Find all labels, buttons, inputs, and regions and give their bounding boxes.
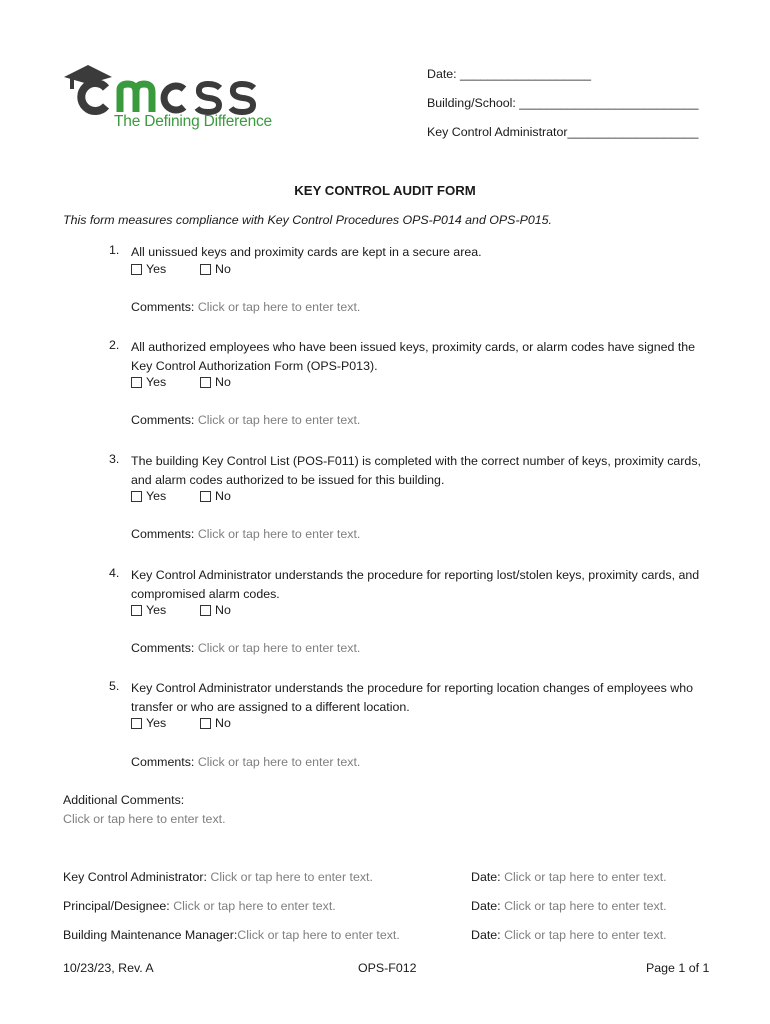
cmcss-logo [62, 62, 277, 134]
yes-checkbox[interactable] [131, 375, 166, 389]
checkbox-icon [131, 377, 142, 388]
date-administrator[interactable] [471, 870, 667, 884]
question-number: 2. [109, 338, 120, 352]
signature-administrator[interactable] [63, 870, 373, 884]
checkbox-icon [200, 491, 211, 502]
comments-field[interactable] [131, 527, 360, 541]
date-placeholder[interactable]: Click or tap here to enter text. [504, 899, 667, 913]
no-checkbox[interactable] [200, 262, 231, 276]
no-checkbox[interactable] [200, 603, 231, 617]
header-administrator-field[interactable]: Key Control Administrator___________________ [427, 125, 699, 139]
checkbox-icon [200, 718, 211, 729]
no-checkbox[interactable] [200, 375, 231, 389]
no-label: No [215, 603, 231, 617]
yes-checkbox[interactable] [131, 489, 166, 503]
question-text: All unissued keys and proximity cards are kept in a secure area. [131, 245, 482, 259]
comments-field[interactable] [131, 755, 360, 769]
no-checkbox[interactable] [200, 489, 231, 503]
question-text: The building Key Control List (POS-F011) is completed with the correct number of keys, proximity cards, and alarm codes authorized to be issued for this building. [131, 454, 701, 487]
additional-comments-placeholder[interactable]: Click or tap here to enter text. [63, 812, 226, 826]
checkbox-icon [131, 491, 142, 502]
checkbox-icon [200, 605, 211, 616]
yes-label: Yes [146, 262, 167, 276]
comments-label: Comments: [131, 300, 195, 314]
checkbox-icon [131, 605, 142, 616]
date-placeholder[interactable]: Click or tap here to enter text. [504, 870, 667, 884]
comments-placeholder[interactable]: Click or tap here to enter text. [197, 300, 361, 314]
cmcss-logo-mark [62, 62, 277, 116]
comments-placeholder[interactable]: Click or tap here to enter text. [197, 755, 361, 769]
question-number: 4. [109, 566, 120, 580]
comments-field[interactable] [131, 413, 360, 427]
signature-placeholder[interactable]: Click or tap here to enter text. [173, 899, 336, 913]
signature-label: Building Maintenance Manager: [63, 928, 238, 942]
logo-tagline: The Defining Difference [114, 113, 272, 130]
no-checkbox[interactable] [200, 716, 231, 730]
checkbox-icon [131, 264, 142, 275]
signature-maintenance-manager[interactable] [63, 928, 400, 942]
comments-label: Comments: [131, 641, 195, 655]
checkbox-icon [200, 264, 211, 275]
no-label: No [215, 716, 231, 730]
yes-checkbox[interactable] [131, 262, 166, 276]
form-title: KEY CONTROL AUDIT FORM [294, 183, 476, 198]
comments-label: Comments: [131, 413, 195, 427]
yes-label: Yes [146, 603, 167, 617]
comments-field[interactable] [131, 641, 360, 655]
footer-page-number: Page 1 of 1 [646, 961, 710, 975]
question-number: 1. [109, 243, 120, 257]
yes-checkbox[interactable] [131, 603, 166, 617]
comments-label: Comments: [131, 527, 195, 541]
header-building-field[interactable]: Building/School: __________________________ [427, 96, 699, 110]
date-label: Date: [471, 870, 501, 884]
comments-placeholder[interactable]: Click or tap here to enter text. [197, 413, 361, 427]
yes-label: Yes [146, 489, 167, 503]
yes-label: Yes [146, 375, 167, 389]
date-principal[interactable] [471, 899, 667, 913]
comments-placeholder[interactable]: Click or tap here to enter text. [197, 641, 361, 655]
form-intro: This form measures compliance with Key Control Procedures OPS-P014 and OPS-P015. [63, 213, 552, 227]
date-maintenance-manager[interactable] [471, 928, 667, 942]
no-label: No [215, 262, 231, 276]
comments-placeholder[interactable]: Click or tap here to enter text. [197, 527, 361, 541]
question-text: Key Control Administrator understands the procedure for reporting location changes of employees who transfer or who are assigned to a different location. [131, 681, 694, 714]
question-number: 5. [109, 679, 120, 693]
question-number: 3. [109, 452, 120, 466]
question-text: Key Control Administrator understands the procedure for reporting lost/stolen keys, proximity cards, and compromised alarm codes. [131, 568, 700, 601]
checkbox-icon [200, 377, 211, 388]
no-label: No [215, 375, 231, 389]
date-label: Date: [471, 899, 501, 913]
header-date-field[interactable]: Date: ___________________ [427, 67, 591, 81]
signature-placeholder[interactable]: Click or tap here to enter text. [210, 870, 373, 884]
footer-revision: 10/23/23, Rev. A [63, 961, 154, 975]
comments-field[interactable] [131, 300, 360, 314]
signature-label: Principal/Designee: [63, 899, 170, 913]
comments-label: Comments: [131, 755, 195, 769]
checkbox-icon [131, 718, 142, 729]
signature-placeholder[interactable]: Click or tap here to enter text. [237, 928, 400, 942]
signature-label: Key Control Administrator: [63, 870, 207, 884]
question-text: All authorized employees who have been issued keys, proximity cards, or alarm codes have signed the Key Control Authorization Form (OPS-P013). [131, 340, 696, 373]
no-label: No [215, 489, 231, 503]
signature-principal[interactable] [63, 899, 336, 913]
date-label: Date: [471, 928, 501, 942]
yes-label: Yes [146, 716, 167, 730]
additional-comments-label: Additional Comments: [63, 793, 185, 807]
footer-form-id: OPS-F012 [358, 961, 417, 975]
date-placeholder[interactable]: Click or tap here to enter text. [504, 928, 667, 942]
yes-checkbox[interactable] [131, 716, 166, 730]
